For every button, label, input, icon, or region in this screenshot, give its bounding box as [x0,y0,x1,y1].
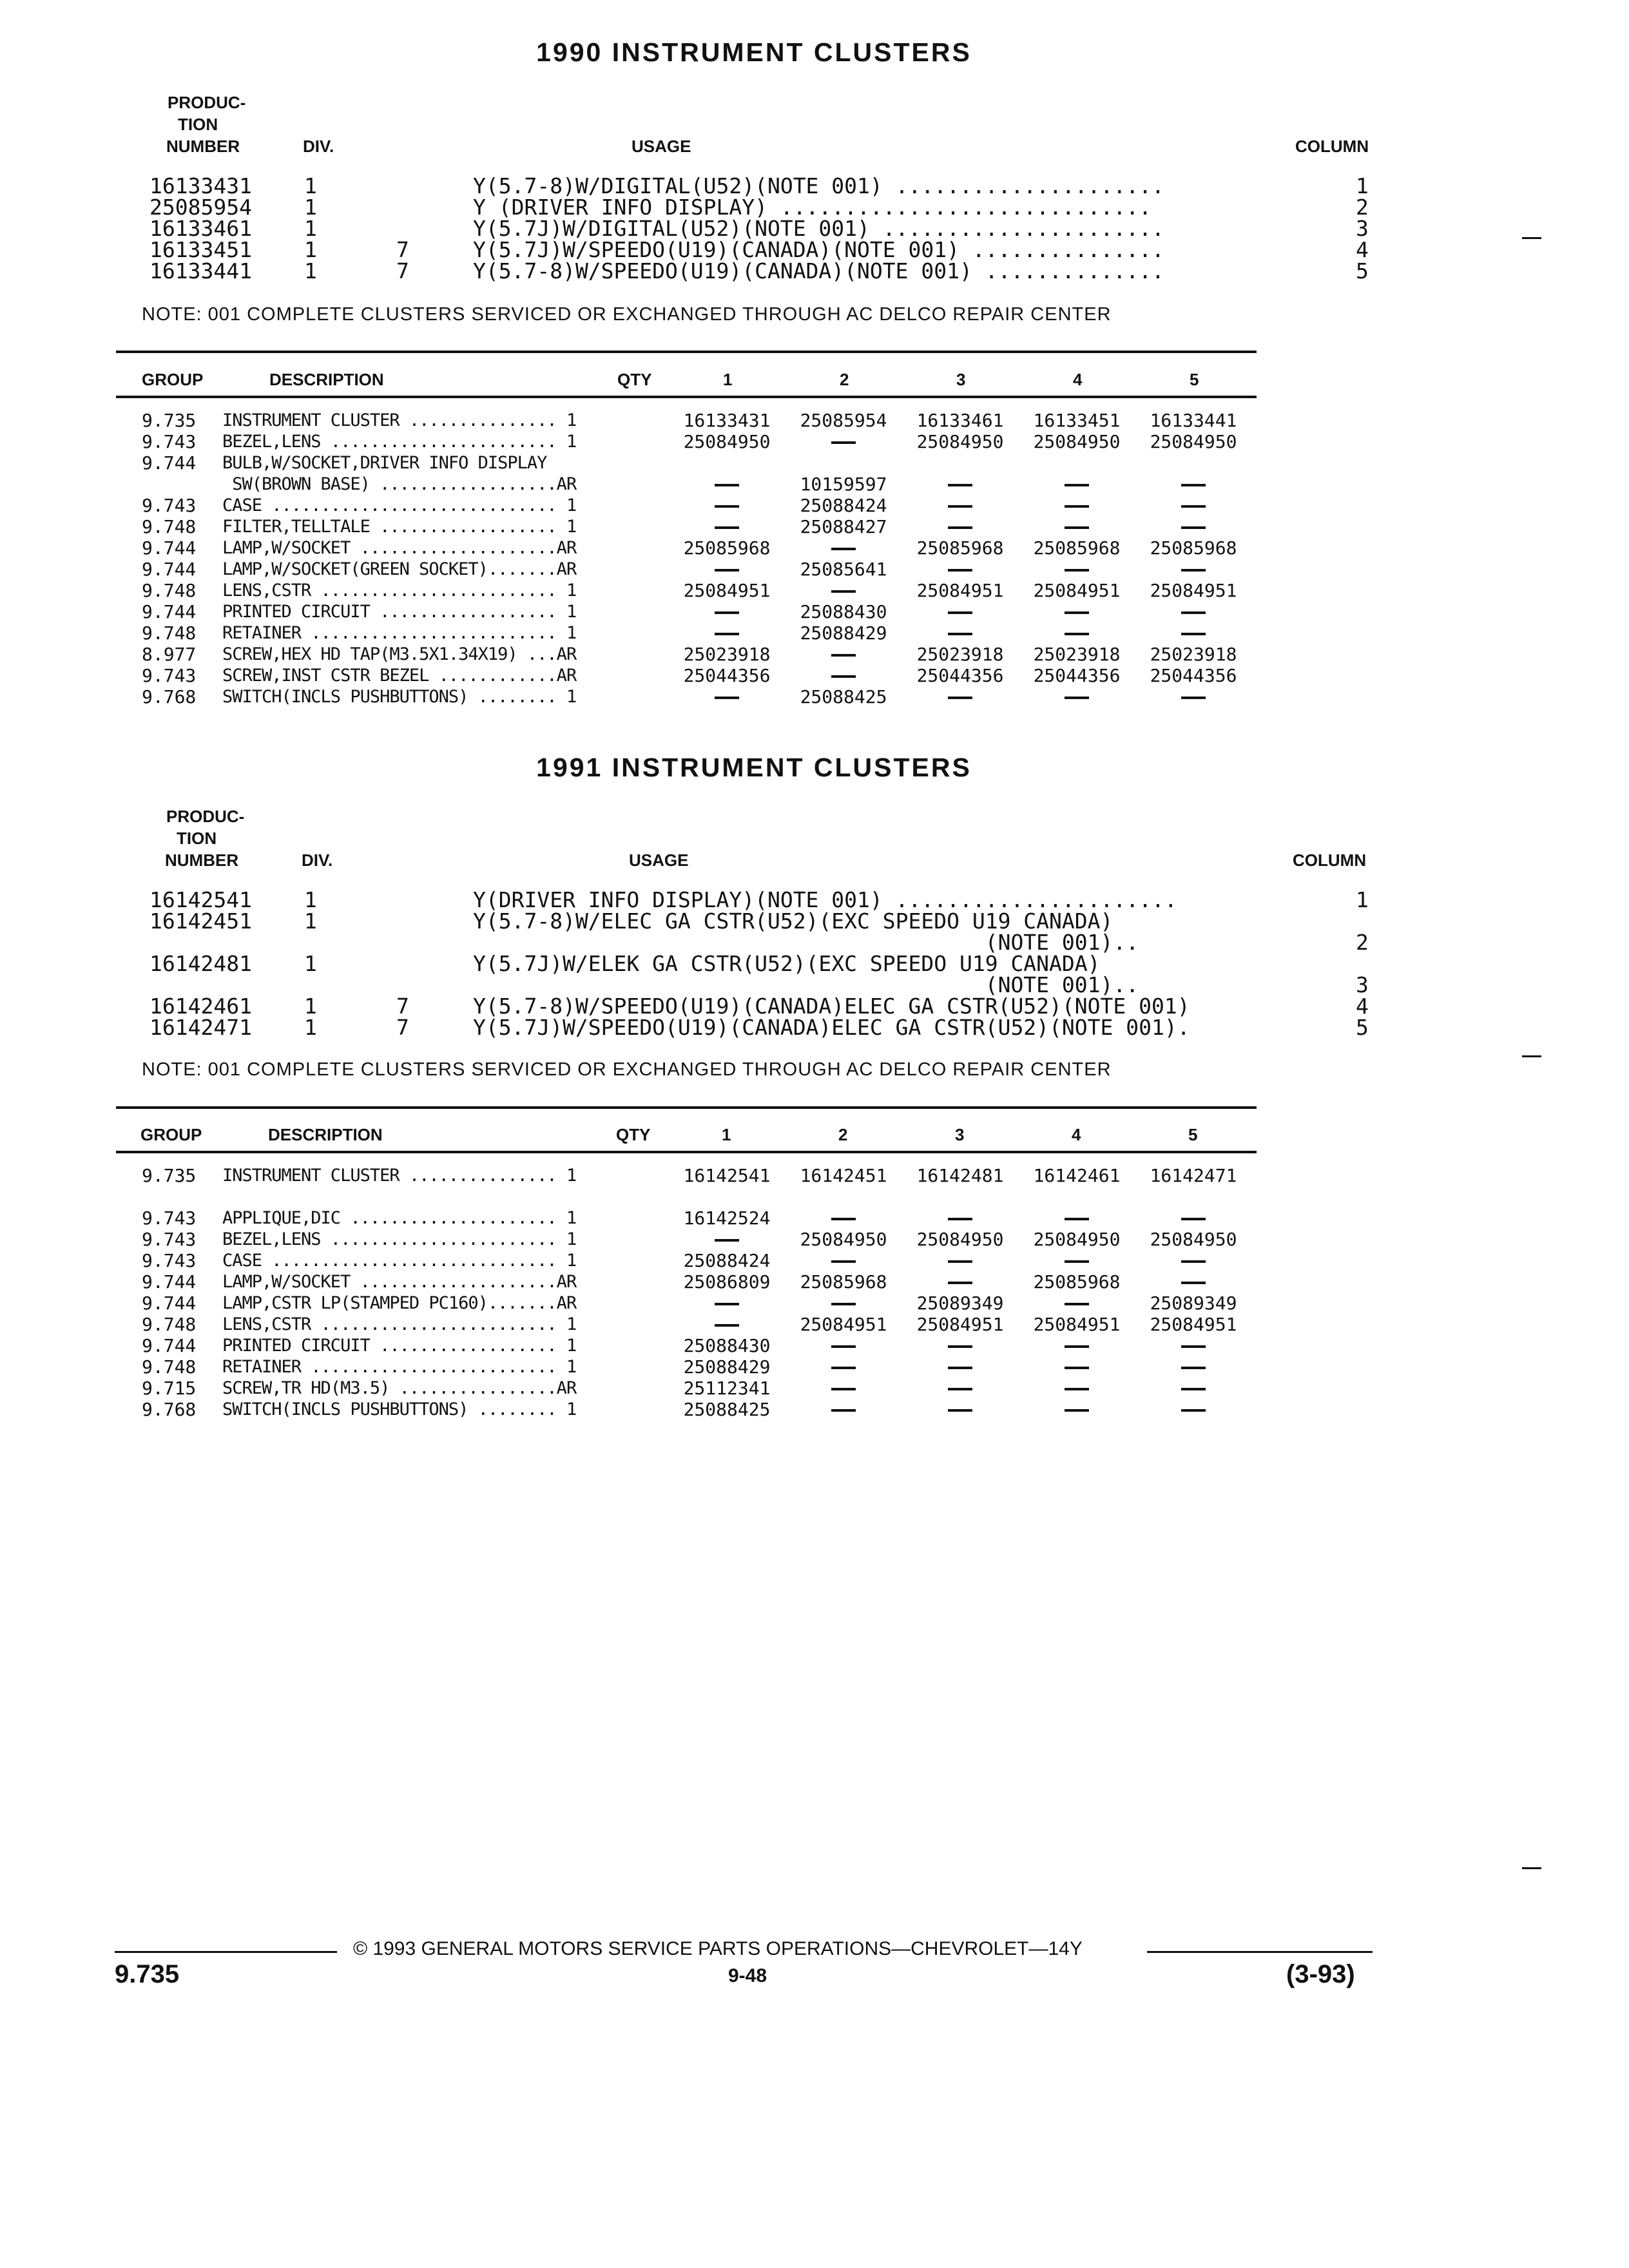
col-1: 1 [723,370,733,389]
part-number-col-3 [902,495,1018,516]
part-group: 9.743 [142,431,197,452]
part-number-col-2 [786,431,901,452]
part-number-col-2 [786,537,901,559]
part-description: LENS,CSTR ........................ 1 [222,581,577,601]
part-number-col-1: 16133431 [683,410,771,431]
part-number-col-3 [902,516,1018,537]
part-number-col-1 [669,516,785,537]
col-description: DESCRIPTION [268,1125,383,1144]
col-2: 2 [838,1125,848,1144]
part-number-col-3 [902,1399,1018,1420]
part-number-col-3 [902,1378,1018,1399]
header-usage: USAGE [629,850,689,870]
part-description: LAMP,W/SOCKET ....................AR [222,538,577,558]
part-number-col-2 [786,665,901,686]
part-number-col-1: 25084950 [683,431,771,452]
part-group: 9.744 [142,452,197,474]
header-production-3: NUMBER [165,850,239,870]
part-number-col-2 [786,1399,901,1420]
part-number-col-1: 25088429 [683,1356,771,1378]
part-number-col-2: 25085954 [800,410,887,431]
part-number-col-3: 25089349 [916,1293,1004,1314]
col-4: 4 [1073,370,1083,389]
part-number-col-3: 25084950 [916,431,1004,452]
part-number-col-3 [902,601,1018,622]
part-number-col-2: 25085641 [800,559,887,580]
part-number-col-5: 25044356 [1150,665,1237,686]
header-column: COLUMN [1295,137,1369,156]
part-number-col-1 [669,559,785,580]
header-column: COLUMN [1293,850,1367,870]
part-number-col-1: 25088424 [683,1250,771,1271]
col-5: 5 [1190,370,1199,389]
col-description: DESCRIPTION [269,370,384,389]
part-number-col-1 [669,1229,785,1250]
part-description: BEZEL,LENS ....................... 1 [222,1229,577,1249]
divider [116,396,1257,398]
part-number-col-1 [669,474,785,495]
section-title: 1991 INSTRUMENT CLUSTERS [536,753,972,782]
part-number-col-1 [669,1293,785,1314]
header-div: DIV. [303,137,334,156]
part-number-col-4: 25023918 [1033,644,1121,665]
col-group: GROUP [140,1125,202,1144]
part-number-col-3: 25084951 [916,1314,1004,1335]
part-group: 9.743 [142,1250,197,1271]
part-number-col-1 [669,601,785,622]
part-number-col-3: 25023918 [916,644,1004,665]
part-number-col-5 [1135,495,1251,516]
part-number-col-4 [1019,1335,1135,1356]
part-number-col-5: 16133441 [1150,410,1237,431]
part-number-col-4: 16133451 [1033,410,1121,431]
part-number-col-2: 25088424 [800,495,887,516]
part-number-col-4: 16142461 [1033,1165,1121,1186]
part-number-col-1 [669,1314,785,1335]
part-description: LAMP,CSTR LP(STAMPED PC160).......AR [222,1293,577,1313]
part-number-col-2 [786,1250,901,1271]
part-group: 9.748 [142,1356,197,1378]
col-3: 3 [955,1125,965,1144]
part-description: INSTRUMENT CLUSTER ............... 1 [222,410,577,430]
part-group: 9.744 [142,559,197,580]
part-group: 9.748 [142,516,197,537]
part-number-col-5 [1135,601,1251,622]
part-number-col-2: 25085968 [800,1271,887,1293]
part-description: PRINTED CIRCUIT .................. 1 [222,1336,577,1356]
part-number-col-1: 25084951 [683,580,771,601]
part-number-col-1: 25088425 [683,1399,771,1420]
part-number-col-3 [902,1250,1018,1271]
part-group: 9.744 [142,601,197,622]
part-group: 9.735 [142,1165,197,1186]
header-usage: USAGE [631,137,691,156]
part-number-col-1: 25088430 [683,1335,771,1356]
part-group: 9.744 [142,537,197,559]
part-number-col-4 [1019,686,1135,707]
part-group: 9.744 [142,1293,197,1314]
part-number-col-4 [1019,1378,1135,1399]
part-group: 9.715 [142,1378,197,1399]
part-number-col-1: 25044356 [683,665,771,686]
part-number-col-5: 25084950 [1150,1229,1237,1250]
part-number-col-1: 25112341 [683,1378,771,1399]
part-description: RETAINER ......................... 1 [222,1357,577,1377]
part-number-col-4 [1019,1207,1135,1229]
margin-mark [1522,237,1541,239]
margin-mark [1522,1055,1541,1057]
header-div: DIV. [302,850,333,870]
part-number-col-2: 10159597 [800,474,887,495]
part-number-col-1: 25085968 [683,537,771,559]
part-number-col-1 [669,686,785,707]
margin-mark [1522,1867,1541,1869]
part-number-col-5 [1135,1335,1251,1356]
part-number-col-3 [902,1356,1018,1378]
part-number-col-5 [1135,1207,1251,1229]
part-number-col-4: 25084950 [1033,1229,1121,1250]
part-group: 9.743 [142,1229,197,1250]
part-number-col-5 [1135,1378,1251,1399]
part-number-col-3: 16133461 [916,410,1004,431]
part-number-col-5 [1135,622,1251,644]
part-description: SCREW,HEX HD TAP(M3.5X1.34X19) ...AR [222,644,577,664]
part-group: 9.735 [142,410,197,431]
col-5: 5 [1188,1125,1198,1144]
part-number-col-4 [1019,1250,1135,1271]
part-number-col-5: 16142471 [1150,1165,1237,1186]
part-number-col-5 [1135,516,1251,537]
part-group: 9.744 [142,1271,197,1293]
part-number-col-4: 25044356 [1033,665,1121,686]
part-description: LENS,CSTR ........................ 1 [222,1314,577,1334]
part-number-col-5: 25084951 [1150,1314,1237,1335]
col-qty: QTY [616,1125,651,1144]
part-number-col-4: 25085968 [1033,537,1121,559]
part-number-col-1: 16142524 [683,1207,771,1229]
header-production-1: PRODUC- [168,93,246,112]
part-number-col-2: 25084950 [800,1229,887,1250]
part-number-col-4 [1019,622,1135,644]
part-number-col-4 [1019,474,1135,495]
section-title: 1990 INSTRUMENT CLUSTERS [536,37,972,67]
part-group: 9.743 [142,495,197,516]
revision-date: (3-93) [1286,1960,1355,1988]
part-number-col-4: 25085968 [1033,1271,1121,1293]
part-number-col-4 [1019,559,1135,580]
part-number-col-2 [786,1293,901,1314]
part-number-col-1 [669,622,785,644]
part-group: 9.743 [142,1207,197,1229]
part-description: APPLIQUE,DIC ..................... 1 [222,1208,577,1228]
part-number-col-2: 25088425 [800,686,887,707]
part-number-col-4 [1019,1399,1135,1420]
part-number-col-2 [786,580,901,601]
part-number-col-3 [902,1207,1018,1229]
part-description: PRINTED CIRCUIT .................. 1 [222,602,577,622]
part-group: 8.977 [142,644,197,665]
part-number-col-3: 25085968 [916,537,1004,559]
part-number-col-5: 25084951 [1150,580,1237,601]
part-number-col-1: 25023918 [683,644,771,665]
header-production-1: PRODUC- [166,807,245,826]
part-description: FILTER,TELLTALE .................. 1 [222,517,577,537]
part-number-col-2 [786,644,901,665]
part-number-col-5 [1135,1356,1251,1378]
part-description: SWITCH(INCLS PUSHBUTTONS) ........ 1 [222,1399,577,1419]
note: NOTE: 001 COMPLETE CLUSTERS SERVICED OR EXCHANGED THROUGH AC DELCO REPAIR CENTER [142,304,1112,325]
part-number-col-2: 16142451 [800,1165,887,1186]
part-number-col-3 [902,474,1018,495]
part-number-col-3: 25084951 [916,580,1004,601]
divider [116,1151,1257,1153]
header-production-2: TION [177,829,217,848]
footer-rule-left [115,1951,337,1953]
part-description: SCREW,INST CSTR BEZEL ............AR [222,666,577,686]
part-number-col-4 [1019,601,1135,622]
copyright: © 1993 GENERAL MOTORS SERVICE PARTS OPERATIONS—CHEVROLET—14Y [353,1938,1083,1959]
part-description: CASE ............................. 1 [222,495,577,515]
part-group: 9.744 [142,1335,197,1356]
part-number-col-1: 16142541 [683,1165,771,1186]
section-number: 9.735 [115,1960,180,1988]
part-number-col-3 [902,559,1018,580]
part-number-col-5: 25084950 [1150,431,1237,452]
part-group: 9.768 [142,686,197,707]
header-production-2: TION [178,115,218,134]
part-number-col-1 [669,495,785,516]
part-number-col-5 [1135,1271,1251,1293]
divider [116,351,1257,353]
part-number-col-4: 25084950 [1033,431,1121,452]
part-number-col-3: 25044356 [916,665,1004,686]
part-description: SWITCH(INCLS PUSHBUTTONS) ........ 1 [222,687,577,707]
note: NOTE: 001 COMPLETE CLUSTERS SERVICED OR EXCHANGED THROUGH AC DELCO REPAIR CENTER [142,1059,1112,1080]
col-2: 2 [840,370,849,389]
col-group: GROUP [142,370,204,389]
part-number-col-2: 25088427 [800,516,887,537]
header-production-3: NUMBER [166,137,240,156]
part-number-col-3: 25084950 [916,1229,1004,1250]
divider [116,1106,1257,1109]
part-number-col-5 [1135,686,1251,707]
part-number-col-3 [902,1271,1018,1293]
part-number-col-4 [1019,495,1135,516]
part-description: SCREW,TR HD(M3.5) ................AR [222,1378,577,1398]
part-description: LAMP,W/SOCKET ....................AR [222,1272,577,1292]
part-number-col-1: 25086809 [683,1271,771,1293]
part-number-col-2: 25084951 [800,1314,887,1335]
footer-rule-right [1147,1951,1373,1953]
part-number-col-5: 25023918 [1150,644,1237,665]
page-number: 9-48 [728,1965,767,1986]
part-description: SW(BROWN BASE) ..................AR [222,474,577,494]
part-number-col-5 [1135,474,1251,495]
part-number-col-4 [1019,1293,1135,1314]
part-number-col-2: 25088429 [800,622,887,644]
part-number-col-4: 25084951 [1033,580,1121,601]
part-number-col-2: 25088430 [800,601,887,622]
part-group: 9.768 [142,1399,197,1420]
col-1: 1 [722,1125,731,1144]
col-4: 4 [1072,1125,1081,1144]
part-group: 9.748 [142,622,197,644]
part-number-col-3 [902,622,1018,644]
part-number-col-2 [786,1335,901,1356]
part-number-col-3 [902,1335,1018,1356]
col-qty: QTY [617,370,652,389]
part-number-col-4 [1019,516,1135,537]
part-group: 9.748 [142,580,197,601]
part-group: 9.748 [142,1314,197,1335]
col-3: 3 [956,370,966,389]
part-number-col-2 [786,1356,901,1378]
part-description: BEZEL,LENS ....................... 1 [222,432,577,452]
part-number-col-5: 25089349 [1150,1293,1237,1314]
part-number-col-3 [902,686,1018,707]
part-number-col-5 [1135,559,1251,580]
part-number-col-5 [1135,1399,1251,1420]
part-number-col-3: 16142481 [916,1165,1004,1186]
part-description: INSTRUMENT CLUSTER ............... 1 [222,1166,577,1186]
part-description: CASE ............................. 1 [222,1251,577,1271]
part-number-col-5 [1135,1250,1251,1271]
part-number-col-2 [786,1378,901,1399]
part-description: RETAINER ......................... 1 [222,623,577,643]
part-number-col-5: 25085968 [1150,537,1237,559]
part-number-col-2 [786,1207,901,1229]
part-description: LAMP,W/SOCKET(GREEN SOCKET).......AR [222,559,577,579]
part-number-col-4 [1019,1356,1135,1378]
part-description: BULB,W/SOCKET,DRIVER INFO DISPLAY [222,453,547,473]
part-group: 9.743 [142,665,197,686]
part-number-col-4: 25084951 [1033,1314,1121,1335]
